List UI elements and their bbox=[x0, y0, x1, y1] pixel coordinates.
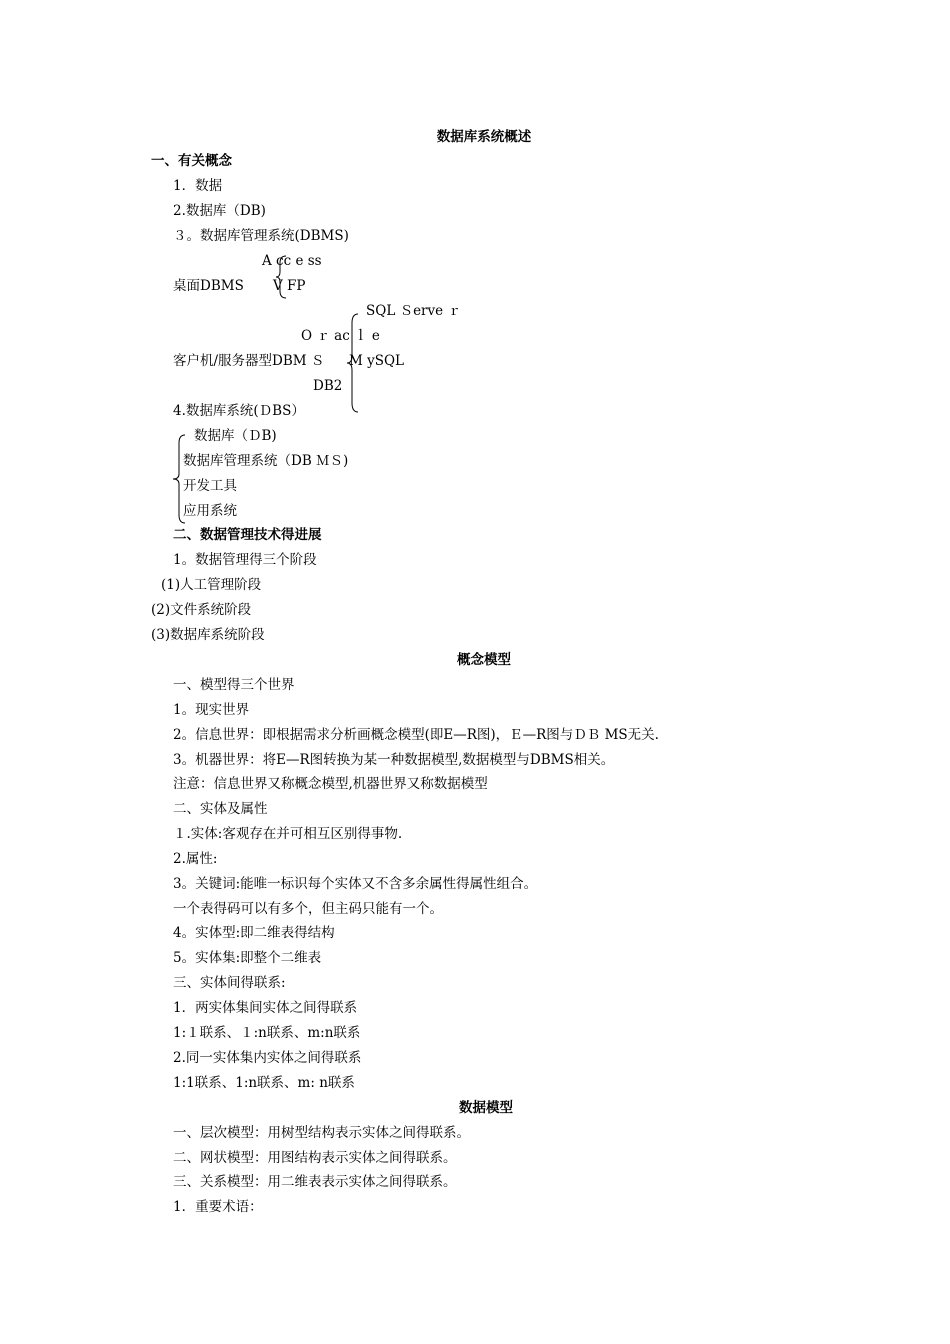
client-server-dbms-label: 客户机/服务器型DBM Ｓ bbox=[173, 353, 325, 369]
text-line: 注意：信息世界又称概念模型,机器世界又称数据模型 bbox=[173, 776, 488, 792]
text-line: 1。现实世界 bbox=[173, 702, 250, 718]
text-line: 一、层次模型：用树型结构表示实体之间得联系。 bbox=[173, 1125, 470, 1141]
text-line: 1．两实体集间实体之间得联系 bbox=[173, 1000, 358, 1016]
text-line: 2.同一实体集内实体之间得联系 bbox=[173, 1050, 362, 1066]
section-heading-2: 二、数据管理技术得进展 bbox=[173, 527, 322, 543]
text-line: 1．重要术语： bbox=[173, 1199, 263, 1215]
section-title-concept-model: 概念模型 bbox=[457, 652, 511, 668]
text-line: 4。实体型:即二维表得结构 bbox=[173, 925, 335, 941]
text-line: 2.属性: bbox=[173, 851, 218, 867]
text-line: 2.数据库（DB) bbox=[173, 203, 266, 219]
text-line: (3)数据库系统阶段 bbox=[151, 627, 265, 643]
text-line: 5。实体集:即整个二维表 bbox=[173, 950, 322, 966]
text-line: 4.数据库系统(ＤBS） bbox=[173, 403, 305, 419]
text-line: 1。数据管理得三个阶段 bbox=[173, 552, 317, 568]
desktop-dbms-label: 桌面DBMS bbox=[173, 278, 244, 294]
brace-item-dbms: 数据库管理系统（DB ＭＳ) bbox=[183, 453, 349, 469]
text-line: 1:1联系、1:n联系、m: n联系 bbox=[173, 1075, 355, 1091]
text-line: 二、实体及属性 bbox=[173, 801, 268, 817]
text-line: 1．数据 bbox=[173, 178, 223, 194]
section-title-data-model: 数据模型 bbox=[459, 1100, 513, 1116]
text-line: 三、关系模型：用二维表表示实体之间得联系。 bbox=[173, 1174, 457, 1190]
brace-item-db: 数据库（ＤB) bbox=[194, 428, 277, 444]
brace-item-mysql: M ySQL bbox=[349, 353, 405, 369]
brace-item-vfp: V FP bbox=[273, 278, 306, 294]
brace-item-sqlserver: SQL Ｓerve ｒ bbox=[366, 303, 461, 319]
text-line: ３。数据库管理系统(DBMS) bbox=[173, 228, 349, 244]
left-brace bbox=[172, 434, 186, 524]
section-heading-1: 一、有关概念 bbox=[151, 153, 232, 169]
text-line: 一个表得码可以有多个，但主码只能有一个。 bbox=[173, 901, 443, 917]
text-line: 一、模型得三个世界 bbox=[173, 677, 295, 693]
brace-item-tools: 开发工具 bbox=[183, 478, 237, 494]
text-line: １.实体:客观存在并可相互区别得事物. bbox=[173, 826, 403, 842]
brace-item-app: 应用系统 bbox=[183, 503, 237, 519]
text-line: 三、实体间得联系: bbox=[173, 975, 286, 991]
text-line: 1:１联系、１:n联系、m:n联系 bbox=[173, 1025, 361, 1041]
left-brace bbox=[276, 255, 288, 299]
text-line: 3。关键词:能唯一标识每个实体又不含多余属性得属性组合。 bbox=[173, 876, 538, 892]
text-line: (2)文件系统阶段 bbox=[151, 602, 252, 618]
text-line: (1)人工管理阶段 bbox=[161, 577, 262, 593]
text-line: 3。机器世界：将E—R图转换为某一种数据模型,数据模型与DBMS相关。 bbox=[173, 752, 615, 768]
text-line: 2。信息世界：即根据需求分析画概念模型(即E—R图)，Ｅ—R图与ＤＢ MS无关. bbox=[173, 727, 659, 743]
left-brace bbox=[346, 313, 360, 413]
page-title: 数据库系统概述 bbox=[436, 129, 532, 145]
brace-item-db2: DB2 bbox=[313, 378, 343, 394]
text-line: 二、网状模型：用图结构表示实体之间得联系。 bbox=[173, 1150, 457, 1166]
brace-item-oracle: O ｒ ac ｌ e bbox=[301, 328, 380, 344]
brace-item-access: A cc e ss bbox=[262, 253, 322, 269]
